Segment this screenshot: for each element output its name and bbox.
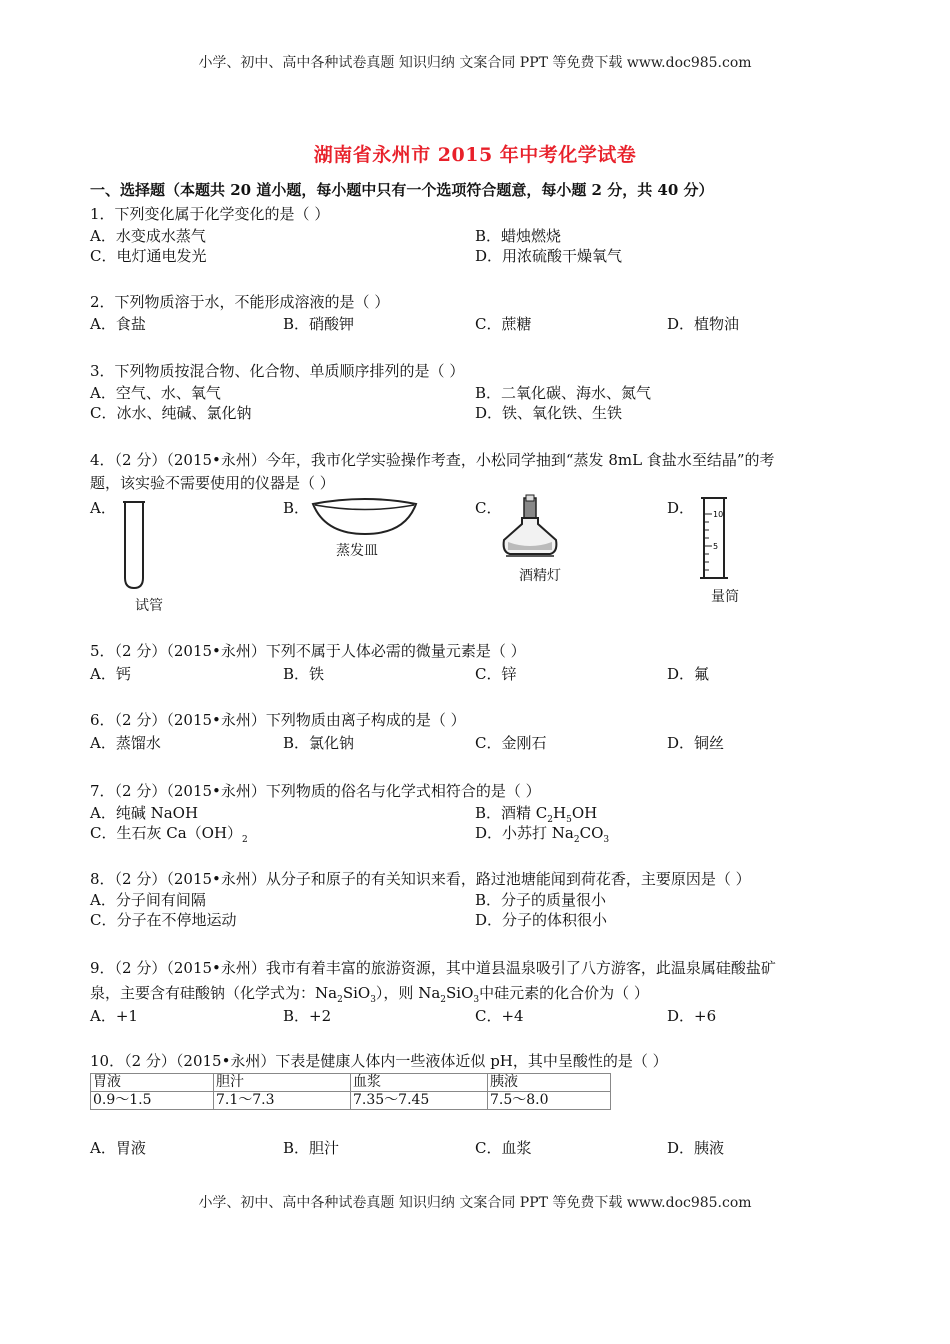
table-header-cell: 胆汁 [214, 1074, 351, 1092]
q1-stem: 1．下列变化属于化学变化的是（ ） [90, 205, 330, 223]
q5-option-b: B．铁 [283, 665, 325, 683]
q4-caption-alcohol-lamp: 酒精灯 [519, 568, 561, 584]
test-tube-icon [118, 498, 158, 593]
q1-option-b: B．蜡烛燃烧 [475, 227, 562, 245]
q9-option-a: A．+1 [90, 1007, 138, 1025]
q7-option-a: A．纯碱 NaOH [90, 804, 199, 822]
alcohol-lamp-icon [496, 494, 566, 564]
cylinder-scale-10: 10 [713, 510, 724, 519]
q4-caption-test-tube: 试管 [135, 598, 163, 614]
q8-stem: 8．（2 分）（2015•永州）从分子和原子的有关知识来看，路过池塘能闻到荷花香，主要原因是（ ） [90, 870, 751, 888]
q9-option-b: B．+2 [283, 1007, 332, 1025]
q9-stem-line2: 泉，主要含有硅酸钠（化学式为：$Na_2SiO_3$），则 $Na_2SiO_3$中硅元素的化合价为（ ） [90, 984, 649, 1005]
q4-option-c: C． [475, 499, 502, 517]
q2-option-d: D．植物油 [667, 315, 740, 333]
q6-option-d: D．铜丝 [667, 734, 725, 752]
q10-option-b: B．胆汁 [283, 1139, 340, 1157]
q10-option-a: A．胃液 [90, 1139, 146, 1157]
q4-stem-line2: 题，该实验不需要使用的仪器是（ ） [90, 474, 335, 492]
table-cell: 0.9～1.5 [91, 1092, 214, 1110]
q5-stem: 5．（2 分）（2015•永州）下列不属于人体必需的微量元素是（ ） [90, 642, 526, 660]
graduated-cylinder-icon [698, 494, 734, 584]
q5-option-c: C．锌 [475, 665, 517, 683]
q6-option-b: B．氯化钠 [283, 734, 355, 752]
q3-option-d: D．铁、氧化铁、生铁 [475, 404, 623, 422]
q9-option-d: D．+6 [667, 1007, 717, 1025]
q2-option-b: B．硝酸钾 [283, 315, 355, 333]
q2-option-a: A．食盐 [90, 315, 146, 333]
cylinder-scale-5: 5 [713, 542, 719, 551]
table-row [91, 1074, 611, 1092]
q4-caption-evaporating-dish: 蒸发皿 [336, 543, 378, 559]
q2-stem: 2．下列物质溶于水，不能形成溶液的是（ ） [90, 293, 390, 311]
q4-option-b: B． [283, 499, 310, 517]
table-cell: 7.5～8.0 [488, 1092, 611, 1110]
exam-title: 湖南省永州市 2015 年中考化学试卷 [313, 144, 637, 166]
q3-option-b: B．二氧化碳、海水、氮气 [475, 384, 652, 402]
table-cell: 7.35～7.45 [351, 1092, 488, 1110]
q1-option-c: C．电灯通电发光 [90, 247, 207, 265]
q1-option-d: D．用浓硫酸干燥氧气 [475, 247, 623, 265]
q7-stem: 7．（2 分）（2015•永州）下列物质的俗名与化学式相符合的是（ ） [90, 782, 541, 800]
table-header-cell: 血浆 [351, 1074, 488, 1092]
q9-option-c: C．+4 [475, 1007, 524, 1025]
q4-stem-line1: 4．（2 分）（2015•永州）今年，我市化学实验操作考查，小松同学抽到“蒸发 8mL 食盐水至结晶”的考 [90, 451, 775, 469]
q7-option-b: B．酒精 $C_2H_5OH$ [475, 804, 598, 825]
q4-option-d: D． [667, 499, 695, 517]
q6-option-a: A．蒸馏水 [90, 734, 161, 752]
q6-stem: 6．（2 分）（2015•永州）下列物质由离子构成的是（ ） [90, 711, 466, 729]
q8-option-d: D．分子的体积很小 [475, 911, 608, 929]
table-cell: 7.1～7.3 [214, 1092, 351, 1110]
q8-option-b: B．分子的质量很小 [475, 891, 607, 909]
q10-option-c: C．血浆 [475, 1139, 532, 1157]
table-header-cell: 胰液 [488, 1074, 611, 1092]
q10-stem: 10．（2 分）（2015•永州）下表是健康人体内一些液体近似 pH，其中呈酸性的是（ ） [90, 1052, 668, 1070]
q3-stem: 3．下列物质按混合物、化合物、单质顺序排列的是（ ） [90, 362, 465, 380]
q7-option-c: C．生石灰 $Ca(OH)_2$ [90, 824, 248, 845]
page-header: 小学、初中、高中各种试卷真题 知识归纳 文案合同 PPT 等免费下载 www.doc985.com [198, 55, 752, 71]
q6-option-c: C．金刚石 [475, 734, 547, 752]
q3-option-a: A．空气、水、氧气 [90, 384, 221, 402]
table-row [91, 1092, 611, 1110]
q2-option-c: C．蔗糖 [475, 315, 532, 333]
section-heading: 一、选择题（本题共 20 道小题，每小题中只有一个选项符合题意，每小题 2 分，共 40 分） [90, 181, 714, 199]
q7-option-d: D．小苏打 $Na_2CO_3$ [475, 824, 610, 845]
q10-option-d: D．胰液 [667, 1139, 725, 1157]
evaporating-dish-icon [310, 496, 420, 541]
q4-caption-graduated-cylinder: 量筒 [711, 589, 739, 605]
q4-option-a: A． [90, 499, 116, 517]
q3-option-c: C．冰水、纯碱、氯化钠 [90, 404, 252, 422]
q5-option-a: A．钙 [90, 665, 131, 683]
q9-stem-line1: 9．（2 分）（2015•永州）我市有着丰富的旅游资源，其中道县温泉吸引了八方游客，此温泉属硅酸盐矿 [90, 959, 776, 977]
q5-option-d: D．氟 [667, 665, 710, 683]
q8-option-a: A．分子间有间隔 [90, 891, 206, 909]
q8-option-c: C．分子在不停地运动 [90, 911, 237, 929]
ph-table [90, 1073, 611, 1110]
table-header-cell: 胃液 [91, 1074, 214, 1092]
page-footer: 小学、初中、高中各种试卷真题 知识归纳 文案合同 PPT 等免费下载 www.doc985.com [198, 1195, 752, 1211]
q1-option-a: A．水变成水蒸气 [90, 227, 206, 245]
